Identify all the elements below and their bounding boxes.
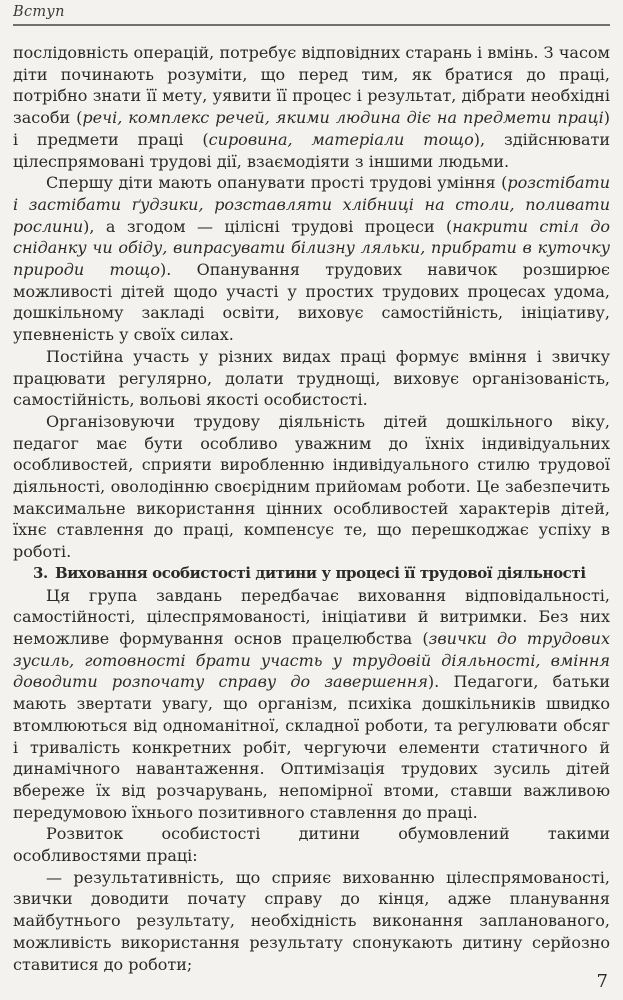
text-run: Спершу діти мають опанувати прості трудові уміння ( <box>46 173 508 193</box>
section-heading <box>13 563 610 585</box>
page-number: 7 <box>596 971 608 992</box>
paragraph <box>13 172 610 346</box>
paragraph <box>13 823 610 866</box>
paragraph <box>13 585 610 824</box>
page-header <box>13 0 610 26</box>
text-run: сировина, матеріали тощо <box>208 129 474 149</box>
text-run: Організовуючи трудову діяльність дітей дошкільного віку, педагог має бути особливо уважним до їхніх індивідуальних особливостей, сприяти виробленню індивідуального стилю трудової діяльності, оволодінню своєрідним прийомам роботи. Це забезпечить максимальне використання цінних особливостей характерів дітей, їхнє ставлення до праці, компенсує те, що перешкоджає успіху в роботі. <box>13 411 610 562</box>
text-run: послідовність операцій, потребує відповідних старань і вмінь. З часом діти починають розуміти, що перед тим, як братися до праці, потрібно знати її мету, уявити її процес і результат, дібрати необхідні засоби ( <box>13 43 610 128</box>
paragraph <box>13 411 610 563</box>
text-run: Ця група завдань передбачає виховання відповідальності, самостійності, цілеспрямованості, ініціативи й витримки. Без них неможливе формування основ працелюбства ( <box>13 585 610 648</box>
text-run: ) і предмети праці ( <box>13 108 611 149</box>
text-run: звички до трудових зусиль, готовності брати участь у трудовій діяльності, вміння доводити розпочату справу до завершення <box>13 628 611 692</box>
paragraph <box>13 346 610 411</box>
header-rule <box>13 24 610 26</box>
running-head: Вступ <box>13 4 65 20</box>
text-run: ). Педагоги, батьки мають звертати увагу, що організм, психіка дошкільників швидко втомлюються від одноманітної, складної роботи, та регулювати обсяг і тривалість конкретних робіт, чергуючи елементи статичного й динамічного навантаження. Оптимізація трудових зусиль дітей вбереже їх від розчарувань, непомірної втоми, ставши важливою передумовою їхнього позитивного ставлення до праці. <box>13 672 611 822</box>
text-run: ), а згодом — цілісні трудові процеси ( <box>83 216 453 236</box>
text-run: розстібати і застібати ґудзики, розставляти хлібниці на столи, поливати рослини <box>13 173 610 236</box>
text-run: ). Опанування трудових навичок розширює можливості дітей щодо участі у простих трудових процесах удома, дошкільному закладі освіти, виховує самостійність, ініціативу, упевненість у своїх силах. <box>13 260 610 345</box>
paragraph-continued <box>13 42 610 172</box>
text-run: Постійна участь у різних видах праці формує вміння і звичку працювати регулярно, долати труднощі, виховує організованість, самостійність, вольові якості особистості. <box>13 346 610 410</box>
text-run: ), здійснювати цілеспрямовані трудові дії, взаємодіяти з іншими людьми. <box>13 129 611 171</box>
text-run: Розвиток особистості дитини обумовлений такими особливостями праці: <box>13 824 610 866</box>
text-run: речі, комплекс речей, якими людина діє на предмети праці <box>82 108 604 128</box>
list-item-dash <box>13 867 610 976</box>
text-run: — результативність, що сприяє вихованню цілеспрямованості, звички доводити почату справу до кінця, адже планування майбутнього результату, необхідність виконання запланованого, можливість використання результату спонукають дитину серйозно ставитися до роботи; <box>13 867 610 974</box>
page-content <box>13 42 610 975</box>
text-run: накрити стіл до сніданку чи обіду, випрасувати білизну ляльки, прибрати в куточку природи тощо <box>13 216 610 280</box>
text-run: 3. Виховання особистості дитини у процесі її трудової діяльності <box>33 563 586 582</box>
